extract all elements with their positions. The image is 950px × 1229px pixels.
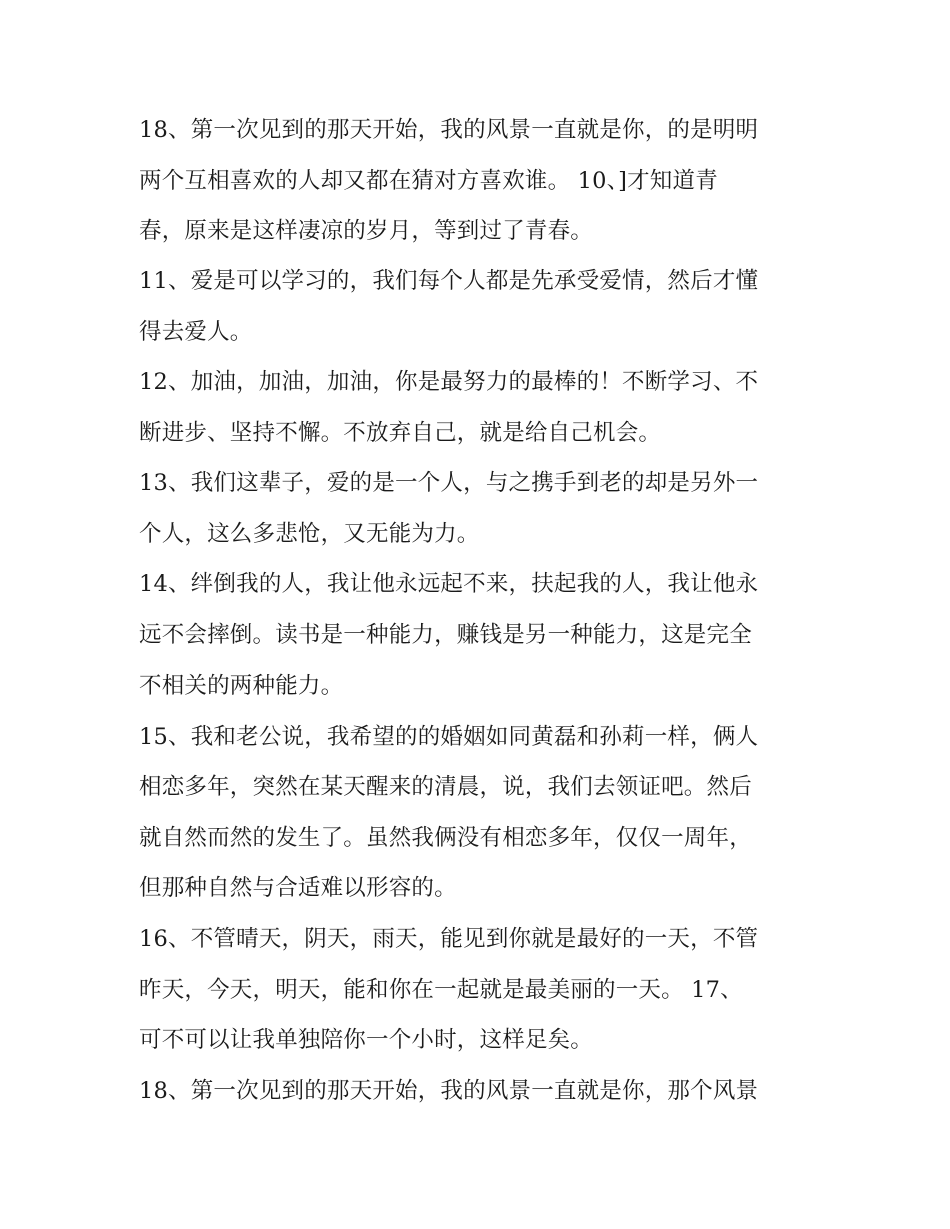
text-line: 断进步、坚持不懈。不放弃自己，就是给自己机会。 <box>139 420 662 446</box>
text-line: 可不可以让我单独陪你一个小时，这样足矣。 <box>139 1027 594 1053</box>
text-line: 13、我们这辈子，爱的是一个人，与之携手到老的却是另外一 <box>139 470 759 496</box>
text-line: 远不会摔倒。读书是一种能力，赚钱是另一种能力，这是完全 <box>139 622 752 648</box>
text-line: 个人，这么多悲怆，又无能为力。 <box>139 521 480 547</box>
text-line: 11、爱是可以学习的，我们每个人都是先承受爱情，然后才懂 <box>139 268 759 294</box>
text-line: 16、不管晴天，阴天，雨天，能见到你就是最好的一天，不管 <box>139 926 759 952</box>
text-line: 18、第一次见到的那天开始，我的风景一直就是你，那个风景 <box>139 1078 759 1104</box>
text-line: 两个互相喜欢的人却又都在猜对方喜欢谁。 10、]才知道青 <box>139 168 718 194</box>
text-line: 12、加油，加油，加油，你是最努力的最棒的！不断学习、不 <box>139 369 759 395</box>
text-line: 18、第一次见到的那天开始，我的风景一直就是你，的是明明 <box>139 117 759 143</box>
text-line: 昨天，今天，明天，能和你在一起就是最美丽的一天。 17、 <box>139 977 743 1003</box>
text-line: 相恋多年，突然在某天醒来的清晨，说，我们去领证吧。然后 <box>139 774 752 800</box>
text-line: 春，原来是这样凄凉的岁月，等到过了青春。 <box>139 218 594 244</box>
text-line: 14、绊倒我的人，我让他永远起不来，扶起我的人，我让他永 <box>139 571 759 597</box>
text-line: 就自然而然的发生了。虽然我俩没有相恋多年，仅仅一周年， <box>139 825 752 851</box>
text-line: 得去爱人。 <box>139 319 253 345</box>
text-line: 不相关的两种能力。 <box>139 673 344 699</box>
text-line: 但那种自然与合适难以形容的。 <box>139 875 457 901</box>
text-line: 15、我和老公说，我希望的的婚姻如同黄磊和孙莉一样，俩人 <box>139 724 759 750</box>
